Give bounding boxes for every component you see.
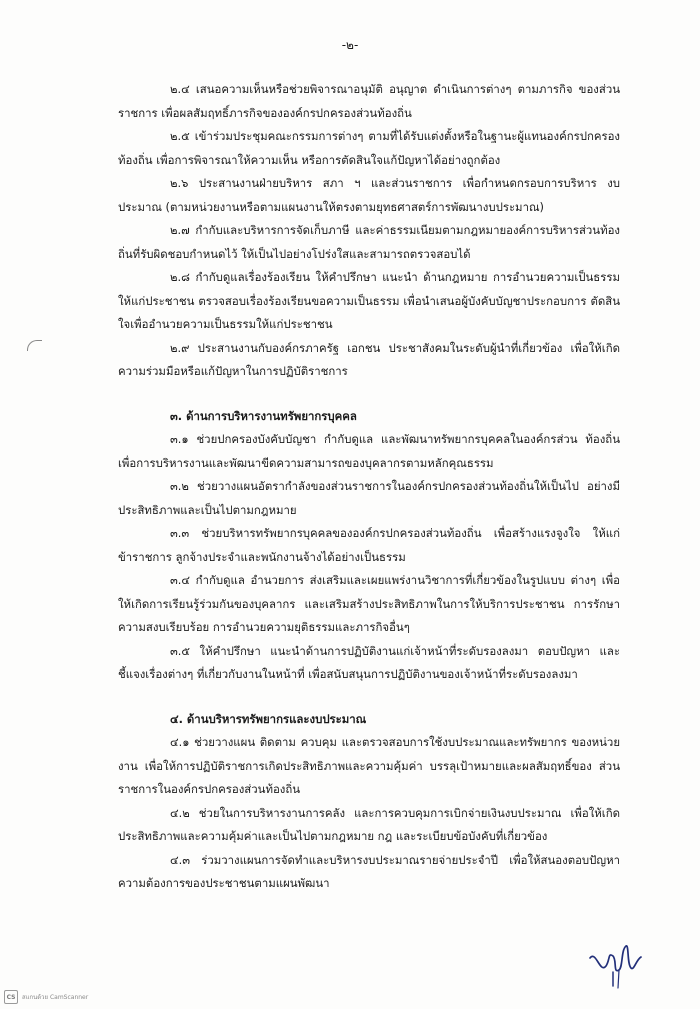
section-3-heading: ๓. ด้านการบริหารงานทรัพยากรบุคคล	[170, 408, 357, 423]
section-4-heading: ๔. ด้านบริหารทรัพยากรและงบประมาณ	[170, 711, 367, 726]
paragraph-3-2: ๓.๒ ช่วยวางแผนอัตรากำลังของส่วนราชการในองค์กรปกครองส่วนท้องถิ่นให้เป็นไป อย่างมีประสิทธิภาพและเป็นไปตามกฎหมาย	[118, 479, 620, 517]
camscanner-icon: CS	[4, 990, 18, 1004]
paragraph-4-3: ๔.๓ ร่วมวางแผนการจัดทำและบริหารงบประมาณรายจ่ายประจำปี เพื่อให้สนองตอบปัญหาความต้องการของประชาชนตามแผนพัฒนา	[118, 852, 620, 890]
paragraph-2-5: ๒.๕ เข้าร่วมประชุมคณะกรรมการต่างๆ ตามที่ได้รับแต่งตั้งหรือในฐานะผู้แทนองค์กรปกครองท้องถิ่น เพื่อการพิจารณาให้ความเห็น หรือการตัดสินใจแก้ปัญหาได้อย่างถูกต้อง	[118, 129, 620, 167]
paragraph-2-9: ๒.๙ ประสานงานกับองค์กรภาครัฐ เอกชน ประชาสังคมในระดับผู้นำที่เกี่ยวข้อง เพื่อให้เกิดความร่วมมือหรือแก้ปัญหาในการปฏิบัติราชการ	[118, 340, 620, 378]
signature-image	[586, 930, 646, 990]
document-body	[118, 78, 620, 896]
paragraph-2-6: ๒.๖ ประสานงานฝ่ายบริหาร สภา ฯ และส่วนราชการ เพื่อกำหนดกรอบการบริหาร งบประมาณ (ตามหน่วยงานหรือตามแผนงานให้ตรงตามยุทธศาสตร์การพัฒนางบประมาณ)	[118, 176, 620, 214]
paragraph-3-5: ๓.๕ ให้คำปรึกษา แนะนำด้านการปฏิบัติงานแก่เจ้าหน้าที่ระดับรองลงมา ตอบปัญหา และชี้แจงเรื่องต่างๆ ที่เกี่ยวกับงานในหน้าที่ เพื่อสนับสนุนการปฏิบัติงานของเจ้าหน้าที่ระดับรองลงมา	[118, 643, 620, 681]
scanner-label: สแกนด้วย CamScanner	[22, 994, 89, 1001]
paragraph-2-8: ๒.๘ กำกับดูแลเรื่องร้องเรียน ให้คำปรึกษา แนะนำ ด้านกฎหมาย การอำนวยความเป็นธรรมให้แก่ประชาชน ตรวจสอบเรื่องร้องเรียนขอความเป็นธรรม เพื่อนำเสนอผู้บังคับบัญชาประกอบการ ตัดสินใจเพื่ออำนวยความเป็นธรรมให้แก่ประชาชน	[118, 270, 620, 331]
paragraph-4-1: ๔.๑ ช่วยวางแผน ติดตาม ควบคุม และตรวจสอบการใช้งบประมาณและทรัพยากร ของหน่วยงาน เพื่อให้การปฏิบัติราชการเกิดประสิทธิภาพและความคุ้มค่า บรรลุเป้าหมายและผลสัมฤทธิ์ของ ส่วนราชการในองค์กรปกครองส่วนท้องถิ่น	[118, 735, 620, 796]
paragraph-2-7: ๒.๗ กำกับและบริหารการจัดเก็บภาษี และค่าธรรมเนียมตามกฎหมายองค์การบริหารส่วนท้องถิ่นที่รับผิดชอบกำหนดไว้ ให้เป็นไปอย่างโปร่งใสและสามารถตรวจสอบได้	[118, 223, 620, 261]
paragraph-3-1: ๓.๑ ช่วยปกครองบังคับบัญชา กำกับดูแล และพัฒนาทรัพยากรบุคคลในองค์กรส่วน ท้องถิ่นเพื่อการบริหารงานและพัฒนาขีดความสามารถของบุคลากรตามหลักคุณธรรม	[118, 432, 620, 470]
scanner-footer	[4, 990, 88, 1004]
paragraph-2-4: ๒.๔ เสนอความเห็นหรือช่วยพิจารณาอนุมัติ อนุญาต ดำเนินการต่างๆ ตามภารกิจ ของส่วนราชการ เพื่อผลสัมฤทธิ์ภารกิจขององค์กรปกครองส่วนท้องถิ่น	[118, 82, 620, 120]
paragraph-3-4: ๓.๔ กำกับดูแล อำนวยการ ส่งเสริมและเผยแพร่งานวิชาการที่เกี่ยวข้องในรูปแบบ ต่างๆ เพื่อให้เกิดการเรียนรู้ร่วมกันของบุคลากร และเสริมสร้างประสิทธิภาพในการให้บริการประชาชน การรักษาความสงบเรียบร้อย การอำนวยความยุติธรรมและภารกิจอื่นๆ	[118, 573, 620, 634]
paragraph-3-3: ๓.๓ ช่วยบริหารทรัพยากรบุคคลขององค์กรปกครองส่วนท้องถิ่น เพื่อสร้างแรงจูงใจ ให้แก่ข้าราชการ ลูกจ้างประจำและพนักงานจ้างได้อย่างเป็นธรรม	[118, 526, 620, 564]
scan-margin-mark	[27, 340, 42, 351]
paragraph-4-2: ๔.๒ ช่วยในการบริหารงานการคลัง และการควบคุมการเบิกจ่ายเงินงบประมาณ เพื่อให้เกิดประสิทธิภาพและความคุ้มค่าและเป็นไปตามกฎหมาย กฎ และระเบียบข้อบังคับที่เกี่ยวข้อง	[118, 805, 620, 843]
page-number: -๒-	[341, 38, 359, 52]
